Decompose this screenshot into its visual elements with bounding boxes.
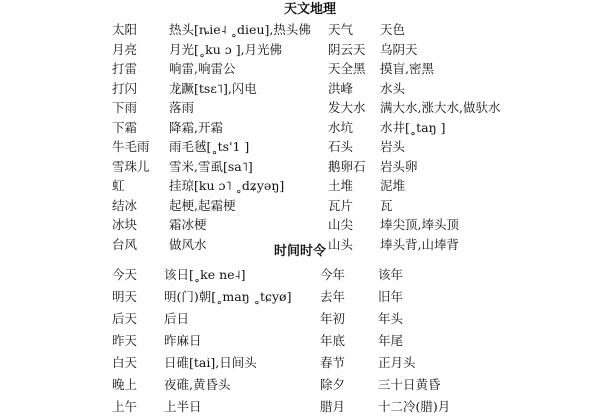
vocab-gloss: 正月头 xyxy=(378,355,416,370)
vocab-gloss: 响雷,响雷公 xyxy=(169,61,236,76)
vocab-gloss: 满大水,涨大水,做驮水 xyxy=(380,100,501,115)
vocab-gloss: 年头 xyxy=(378,311,404,326)
vocab-gloss: 瓦 xyxy=(380,197,393,213)
vocab-gloss: 雨毛毧[˳ts'1 ] xyxy=(169,139,250,154)
vocab-term: 后天 xyxy=(112,311,138,326)
vocab-term: 结冰 xyxy=(112,197,138,213)
vocab-term: 年初 xyxy=(320,311,346,326)
vocab-term: 土堆 xyxy=(328,178,354,193)
vocab-term: 下霜 xyxy=(112,119,138,135)
vocab-term: 除夕 xyxy=(320,377,346,392)
vocab-gloss: 水头 xyxy=(380,80,406,96)
vocab-term: 明天 xyxy=(112,289,138,304)
vocab-term: 昨天 xyxy=(112,333,138,348)
vocab-gloss: 埲尖顶,埲头顶 xyxy=(380,217,459,232)
vocab-gloss: 埲头背,山埲背 xyxy=(380,236,459,252)
vocab-term: 今天 xyxy=(112,267,138,282)
vocab-term: 牛毛雨 xyxy=(112,139,150,154)
vocab-term: 下雨 xyxy=(112,100,138,115)
vocab-term: 石头 xyxy=(328,139,354,154)
vocab-term: 白天 xyxy=(112,355,138,370)
vocab-gloss: 雪米,雪虱[sa˥] xyxy=(169,158,253,174)
vocab-term: 瓦片 xyxy=(328,197,354,213)
vocab-term: 月亮 xyxy=(112,41,138,57)
vocab-term: 年底 xyxy=(320,333,346,348)
vocab-term: 鹅卵石 xyxy=(328,158,366,174)
vocab-term: 水坑 xyxy=(328,119,354,135)
vocab-gloss: 夜碓,黄昏头 xyxy=(164,377,231,392)
vocab-term: 去年 xyxy=(320,289,346,304)
vocab-gloss: 后日 xyxy=(164,311,190,326)
vocab-term: 天气 xyxy=(328,22,354,37)
vocab-gloss: 三十日黄昏 xyxy=(378,377,441,392)
vocab-gloss: 明(门)朝[˳maŋ ˳tɕyø] xyxy=(164,289,292,304)
vocab-term: 虹 xyxy=(112,178,125,193)
vocab-term: 春节 xyxy=(320,355,346,370)
vocab-gloss: 乌阴天 xyxy=(380,41,418,57)
vocab-term: 冰块 xyxy=(112,217,138,232)
vocab-gloss: 十二冷(腊)月 xyxy=(378,399,451,414)
vocab-gloss: 起梗,起霜梗 xyxy=(169,197,236,213)
vocab-gloss: 热头[ȵie˨ ˳dieu],热头佛 xyxy=(169,22,311,37)
vocab-gloss: 降霜,开霜 xyxy=(169,119,223,135)
vocab-term: 打闪 xyxy=(112,80,138,96)
vocab-term: 阴云天 xyxy=(328,41,366,57)
vocab-term: 打雷 xyxy=(112,61,138,76)
section-title-astronomy-geography: 天文地理 xyxy=(283,2,336,17)
vocab-term: 腊月 xyxy=(320,399,346,414)
vocab-term: 山尖 xyxy=(328,217,354,232)
vocab-gloss: 天色 xyxy=(380,22,406,37)
vocab-gloss: 该日[˳ke ne˨] xyxy=(164,267,246,282)
vocab-gloss: 做风水 xyxy=(169,236,207,252)
vocab-gloss: 龙蹶[tsɛ˥],闪电 xyxy=(169,80,257,96)
vocab-gloss: 泥堆 xyxy=(380,178,406,193)
vocab-gloss: 摸盲,密黑 xyxy=(380,61,434,76)
section-title-time-seasons: 时间时令 xyxy=(273,244,326,259)
vocab-term: 太阳 xyxy=(112,22,138,37)
vocab-gloss: 年尾 xyxy=(378,333,404,348)
vocab-gloss: 日碓[tai],日间头 xyxy=(164,355,257,370)
vocab-gloss: 月光[˳ku ɔ ],月光佛 xyxy=(169,41,283,57)
vocab-gloss: 上半日 xyxy=(164,399,202,414)
vocab-gloss: 岩头卵 xyxy=(380,158,418,174)
vocab-term: 今年 xyxy=(320,267,346,282)
vocab-term: 洪峰 xyxy=(328,80,354,96)
vocab-term: 发大水 xyxy=(328,100,366,115)
vocab-gloss: 落雨 xyxy=(169,100,195,115)
vocab-gloss: 昨麻日 xyxy=(164,333,202,348)
vocab-gloss: 旧年 xyxy=(378,289,404,304)
vocab-gloss: 岩头 xyxy=(380,139,406,154)
vocab-term: 山头 xyxy=(328,236,354,252)
vocab-gloss: 该年 xyxy=(378,267,404,282)
vocab-term: 台风 xyxy=(112,236,138,252)
vocab-term: 天全黑 xyxy=(328,61,366,76)
vocab-gloss: 挂琼[ku ɔ˥ ˳dʑyəŋ] xyxy=(169,178,285,193)
vocab-term: 雪珠儿 xyxy=(112,158,150,174)
vocab-gloss: 霜冰梗 xyxy=(169,217,207,232)
vocab-term: 上午 xyxy=(112,399,138,414)
vocab-gloss: 水井[˳taŋ ] xyxy=(380,119,446,135)
vocab-term: 晚上 xyxy=(112,377,138,392)
